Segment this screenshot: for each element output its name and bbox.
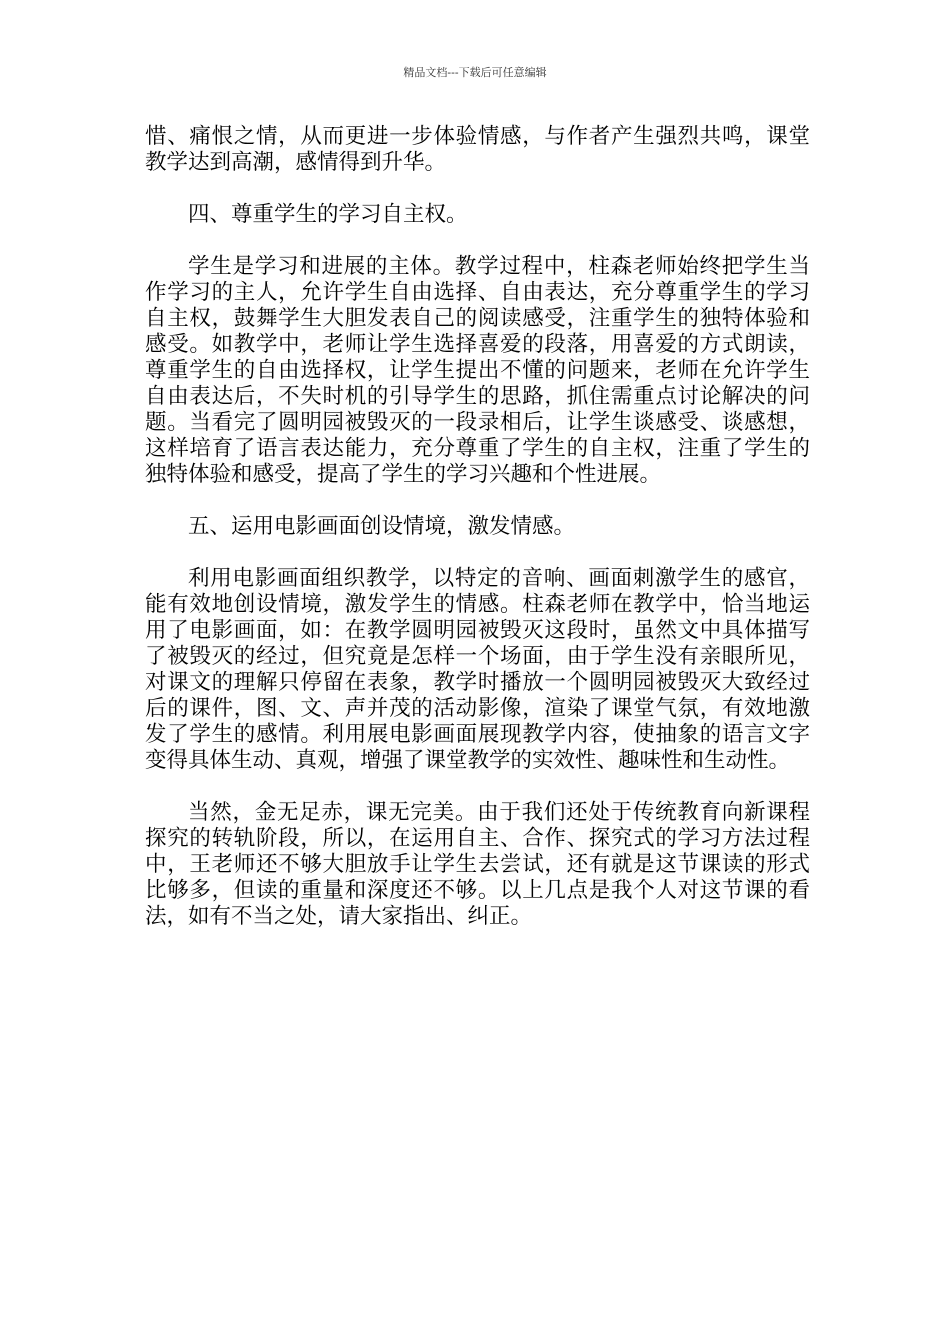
document-body [145,124,810,956]
paragraph-continuation: 惜、痛恨之情，从而更进一步体验情感，与作者产生强烈共鸣，课堂教学达到高潮，感情得到升华。 [145,124,810,175]
paragraph-conclusion: 当然，金无足赤，课无完美。由于我们还处于传统教育向新课程探究的转轨阶段，所以，在运用自主、合作、探究式的学习方法过程中，王老师还不够大胆放手让学生去尝试，还有就是这节课读的形式比够多，但读的重量和深度还不够。以上几点是我个人对这节课的看法，如有不当之处，请大家指出、纠正。 [145,800,810,929]
section-heading-4: 四、尊重学生的学习自主权。 [188,202,468,227]
section-heading-5: 五、运用电影画面创设情境，激发情感。 [188,514,576,539]
paragraph-film-scenes: 利用电影画面组织教学，以特定的音响、画面刺激学生的感官，能有效地创设情境，激发学生的情感。柱森老师在教学中，恰当地运用了电影画面，如：在教学圆明园被毁灭这段时，虽然文中具体描写了被毁灭的经过，但究竟是怎样一个场面，由于学生没有亲眼所见，对课文的理解只停留在表象，教学时播放一个圆明园被毁灭大致经过后的课件，图、文、声并茂的活动影像，渲染了课堂气氛，有效地激发了学生的感情。利用展电影画面展现教学内容，使抽象的语言文字变得具体生动、真观，增强了课堂教学的实效性、趣味性和生动性。 [145,566,810,773]
page-header: 精品文档---下载后可任意编辑 [403,66,547,79]
paragraph-student-autonomy: 学生是学习和进展的主体。教学过程中，柱森老师始终把学生当作学习的主人，允许学生自由选择、自由表达，充分尊重学生的学习自主权，鼓舞学生大胆发表自己的阅读感受，注重学生的独特体验和感受。如教学中，老师让学生选择喜爱的段落，用喜爱的方式朗读，尊重学生的自由选择权，让学生提出不懂的问题来，老师在允许学生自由表达后，不失时机的引导学生的思路，抓住需重点讨论解决的问题。当看完了圆明园被毁灭的一段录相后，让学生谈感受、谈感想，这样培育了语言表达能力，充分尊重了学生的自主权，注重了学生的独特体验和感受，提高了学生的学习兴趣和个性进展。 [145,254,810,487]
